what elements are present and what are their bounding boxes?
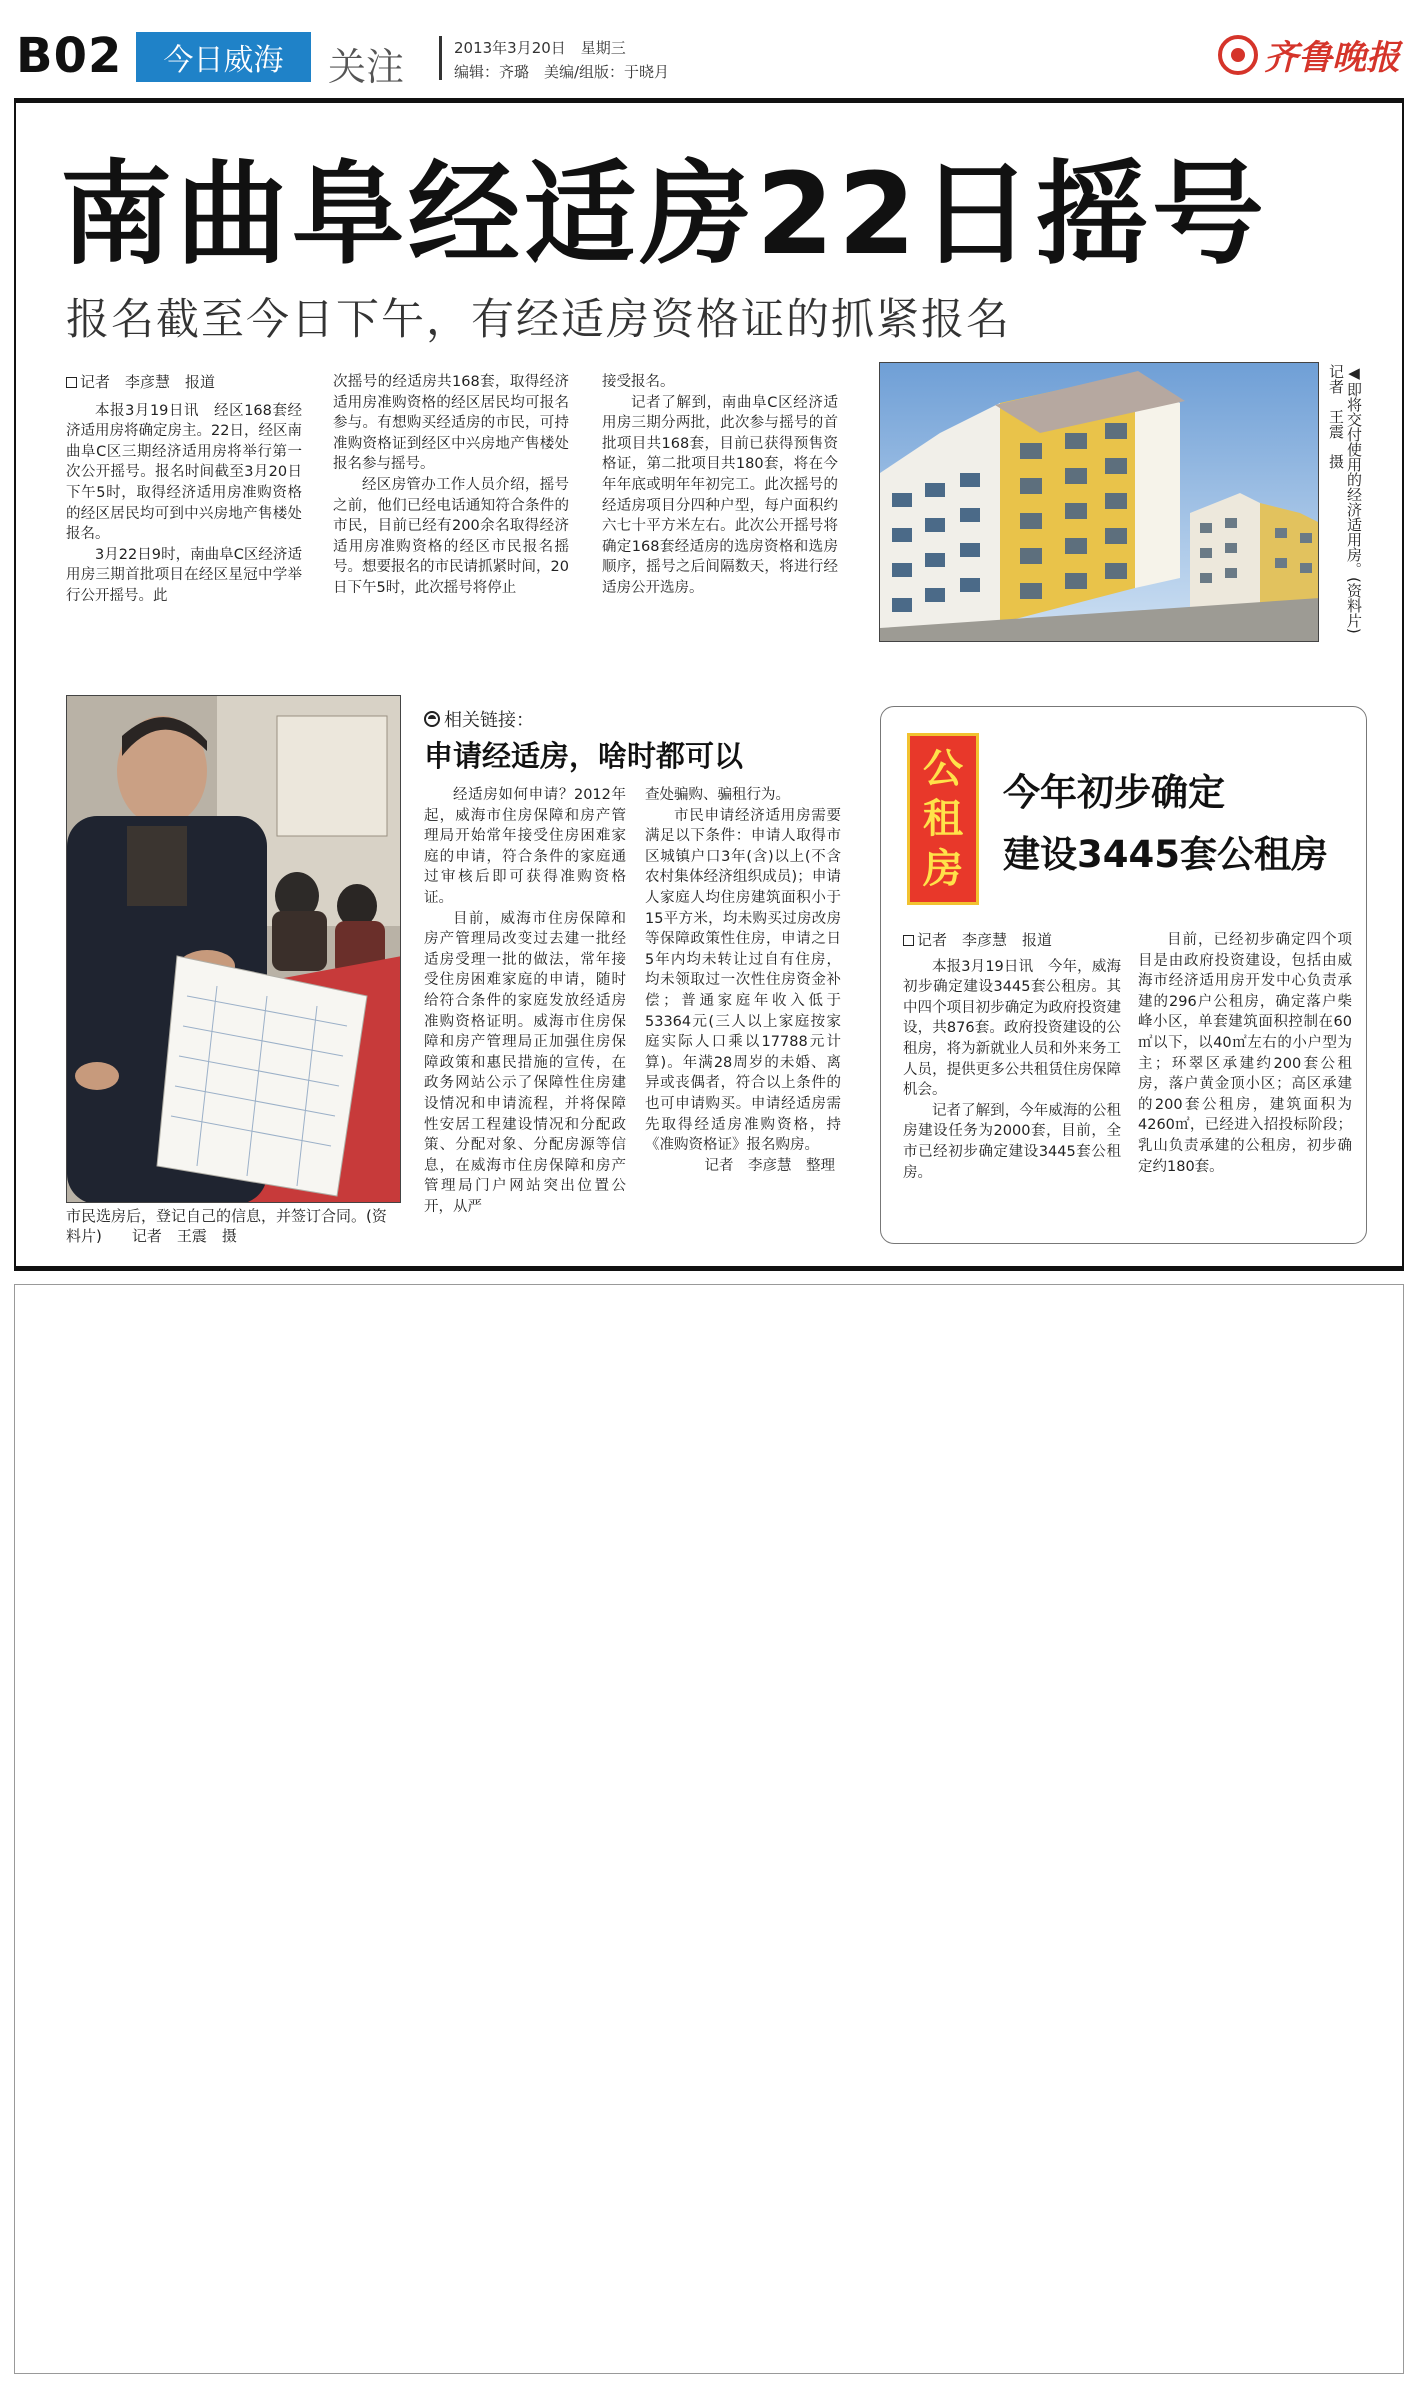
blank-page-area — [14, 1284, 1404, 2374]
masthead-divider — [439, 36, 442, 80]
article-paragraph: 记者了解到，南曲阜C区经济适用房三期分两批，此次参与摇号的首批项目共168套，目前已获得预售资格证，第二批项目共180套，将在今年年底或明年年初完工。此次摇号的经适房项目分四种户型，每户面积约六七十平方米左右。此次公开摇号将确定168套经适房的选房资格和选房顺序，摇号之后间隔数天，将进行经适房公开选房。 — [602, 394, 838, 596]
registration-photo-caption: 市民选房后，登记自己的信息，并签订合同。(资料片) 记者 王震 摄 — [66, 1207, 387, 1245]
article-paragraph: 经区房管办工作人员介绍，摇号之前，他们已经电话通知符合条件的市民，目前已经有200余名取得经济适用房准购资格的经区市民报名摇号。想要报名的市民请抓紧时间，20日下午5时，此次摇号将停止 — [333, 476, 569, 596]
rental-paragraph: 记者了解到，今年威海的公租房建设任务为2000套，目前，全市已经初步确定建设3445套公租房。 — [903, 1102, 1121, 1181]
related-paragraph: 市民申请经济适用房需要满足以下条件：申请人取得市区城镇户口3年(含)以上(不含农村集体经济组织成员)；申请人家庭人均住房建筑面积小于15平方米，均未购买过房改房等保障政策性住房，申请之日5年内均未转让过自有住房，均未领取过一次性住房资金补偿；普通家庭年收入低于53364元(三人以上家庭按家庭实际人口乘以17788元计算)。年满28周岁的未婚、离异或丧偶者，符合以上条件的也可申请购买。申请经适房需先取得经适房准购资格，持《准购资格证》报名购房。 — [645, 807, 841, 1154]
main-headline: 南曲阜经适房22日摇号 — [60, 150, 1268, 280]
newspaper-brand — [1218, 30, 1400, 79]
article-paragraph: 3月22日9时，南曲阜C区经济适用房三期首批项目在经区星冠中学举行公开摇号。此 — [66, 546, 302, 604]
masthead — [14, 26, 1404, 89]
rental-column-2 — [1138, 930, 1352, 1177]
brand-name: 齐鲁晚报 — [1264, 38, 1400, 78]
rental-paragraph: 本报3月19日讯 今年，威海初步确定建设3445套公租房。其中四个项目初步确定为政府投资建设，共876套。政府投资建设的公租房，将为新就业人员和外来务工人员，提供更多公共租赁住房保障机会。 — [903, 958, 1121, 1099]
related-paragraph: 经适房如何申请？2012年起，威海市住房保障和房产管理局开始常年接受住房困难家庭的申请，符合条件的家庭通过审核后即可获得准购资格证。 — [424, 787, 626, 906]
rental-badge: 公租房 — [907, 733, 979, 905]
related-column-2 — [645, 785, 841, 1176]
rental-paragraph: 目前，已经初步确定四个项目是由政府投资建设，包括由威海市经济适用房开发中心负责承建的296户公租房，确定落户柴峰小区，单套建筑面积控制在60㎡以下，以40㎡左右的小户型为主；环翠区承建约200套公租房，落户黄金顶小区；高区承建的200套公租房，建筑面积为4260㎡，已经进入招投标阶段；乳山负责承建的公租房，初步确定约180套。 — [1138, 932, 1352, 1175]
related-column-1 — [424, 785, 626, 1217]
byline-box-icon — [66, 377, 77, 388]
related-link-label: 相关链接： — [444, 710, 534, 731]
editor-line: 编辑：齐璐 美编/组版：于晓月 — [454, 63, 670, 81]
article-column-1 — [66, 372, 302, 607]
article-paragraph: 接受报名。 — [602, 374, 675, 390]
related-signoff: 记者 李彦慧 整理 — [704, 1157, 835, 1174]
section-label: 今日威海 — [136, 32, 311, 82]
apartment-photo-caption: ◀即将交付使用的经济适用房。(资料片) 记者 王震 摄 — [1327, 364, 1363, 649]
focus-label: 关注 — [328, 45, 405, 89]
article-paragraph: 次摇号的经适房共168套，取得经济适用房准购资格的经区居民均可报名参与。有想购买经适房的市民，可持准购资格证到经区中兴房地产售楼处报名参与摇号。 — [333, 374, 569, 473]
link-bullet-icon — [424, 711, 440, 727]
related-paragraph: 查处骗购、骗租行为。 — [645, 787, 790, 803]
registration-photo — [66, 695, 401, 1203]
related-paragraph: 目前，威海市住房保障和房产管理局改变过去建一批经适房受理一批的做法，常年接受住房困难家庭的申请，随时给符合条件的家庭发放经适房准购资格证明。威海市住房保障和房产管理局正加强住房保障政策和惠民措施的宣传，在政务网站公示了保障性住房建设情况和申请流程，并将保障性安居工程建设情况和分配政策、分配对象、分配房源等信息，在威海市住房保障和房产管理局门户网站突出位置公开，从严 — [424, 910, 626, 1215]
citizen-registering-image — [67, 696, 401, 1203]
article-paragraph: 本报3月19日讯 经区168套经济适用房将确定房主。22日，经区南曲阜C区三期经济适用房将举行第一次公开摇号。报名时间截至3月20日下午5时，取得经济适用房准购资格的经区居民均可到中兴房地产售楼处报名。 — [66, 402, 302, 543]
apartment-buildings-image — [880, 363, 1319, 642]
rental-title-line-2: 建设3445套公租房 — [1003, 833, 1328, 876]
rental-byline: 记者 李彦慧 报道 — [903, 930, 1121, 951]
article-byline: 记者 李彦慧 报道 — [66, 372, 302, 393]
apartment-photo — [879, 362, 1319, 642]
rental-title-line-1: 今年初步确定 — [1003, 771, 1225, 814]
article-column-3 — [602, 372, 838, 599]
rental-title — [1003, 762, 1328, 886]
rental-column-1 — [903, 930, 1121, 1183]
masthead-meta — [454, 36, 669, 84]
related-link-title: 申请经适房，啥时都可以 — [424, 739, 744, 773]
article-column-2 — [333, 372, 569, 599]
byline-box-icon — [903, 935, 914, 946]
brand-logo-icon — [1218, 35, 1258, 75]
page-number: B02 — [16, 28, 123, 84]
related-link-tag — [424, 706, 534, 732]
date-line: 2013年3月20日 星期三 — [454, 39, 626, 57]
sub-headline: 报名截至今日下午，有经适房资格证的抓紧报名 — [66, 295, 1011, 345]
